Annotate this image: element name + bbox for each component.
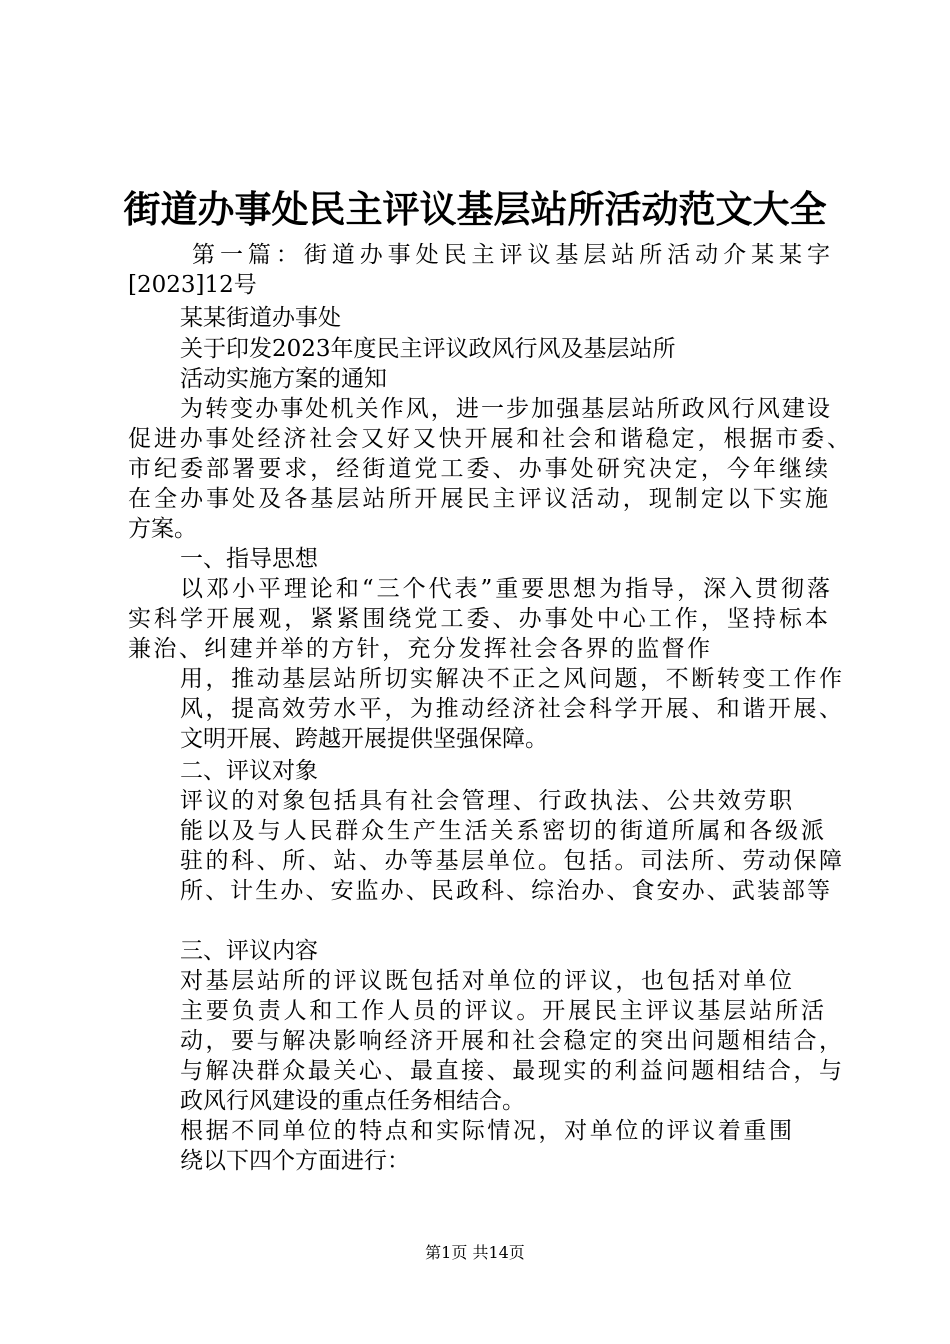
- paragraph-line: 用，推动基层站所切实解决不正之风问题，不断转变工作作: [180, 666, 842, 692]
- page-number: 第1页 共14页: [425, 1243, 525, 1262]
- paragraph-line: 所、计生办、安监办、民政科、综治办、食安办、武装部等: [180, 878, 830, 904]
- document-title: 街道办事处民主评议基层站所活动范文大全: [123, 187, 827, 231]
- paragraph-line: 兼治、纠建并举的方针，充分发挥社会各界的监督作: [128, 636, 710, 662]
- paragraph-line: 风，提高效劳水平，为推动经济社会科学开展、和谐开展、: [180, 696, 842, 722]
- paragraph-line: 关于印发2023年度民主评议政风行风及基层站所: [180, 336, 676, 362]
- paragraph-line: 评议的对象包括具有社会管理、行政执法、公共效劳职: [180, 788, 792, 814]
- paragraph-line: 实科学开展观，紧紧围绕党工委、办事处中心工作，坚持标本: [128, 606, 828, 632]
- paragraph-line: 为转变办事处机关作风，进一步加强基层站所政风行风建设: [180, 396, 830, 422]
- paragraph-line: 根据不同单位的特点和实际情况，对单位的评议着重围: [180, 1118, 792, 1144]
- paragraph-line: 某某街道办事处: [180, 305, 341, 331]
- section-heading: 二、评议对象: [180, 758, 318, 784]
- paragraph-line: 以邓小平理论和“三个代表”重要思想为指导，深入贯彻落: [180, 576, 830, 602]
- paragraph-line: 在全办事处及各基层站所开展民主评议活动，现制定以下实施: [128, 486, 828, 512]
- paragraph-line: 与解决群众最关心、最直接、最现实的利益问题相结合，与: [180, 1058, 842, 1084]
- paragraph-line: 绕以下四个方面进行：: [180, 1148, 410, 1174]
- paragraph-line: 促进办事处经济社会又好又快开展和社会和谐稳定，根据市委、: [128, 426, 850, 452]
- paragraph-line: 主要负责人和工作人员的评议。开展民主评议基层站所活: [180, 998, 824, 1024]
- section-heading: 三、评议内容: [180, 938, 318, 964]
- paragraph-line: 驻的科、所、站、办等基层单位。包括。司法所、劳动保障: [180, 848, 842, 874]
- paragraph-line: 政风行风建设的重点任务相结合。: [180, 1088, 525, 1114]
- paragraph-line: 文明开展、跨越开展提供坚强保障。: [180, 726, 548, 752]
- paragraph-line: 活动实施方案的通知: [180, 366, 387, 392]
- paragraph-line: 第一篇：街道办事处民主评议基层站所活动介某某字: [192, 242, 830, 268]
- section-heading: 一、指导思想: [180, 546, 318, 572]
- paragraph-line: 方案。: [128, 516, 197, 542]
- paragraph-line: 能以及与人民群众生产生活关系密切的街道所属和各级派: [180, 818, 824, 844]
- paragraph-line: 对基层站所的评议既包括对单位的评议，也包括对单位: [180, 968, 792, 994]
- paragraph-line: 动，要与解决影响经济开展和社会稳定的突出问题相结合，: [180, 1028, 842, 1054]
- paragraph-line: [2023]12号: [128, 272, 257, 298]
- paragraph-line: 市纪委部署要求，经街道党工委、办事处研究决定，今年继续: [128, 456, 828, 482]
